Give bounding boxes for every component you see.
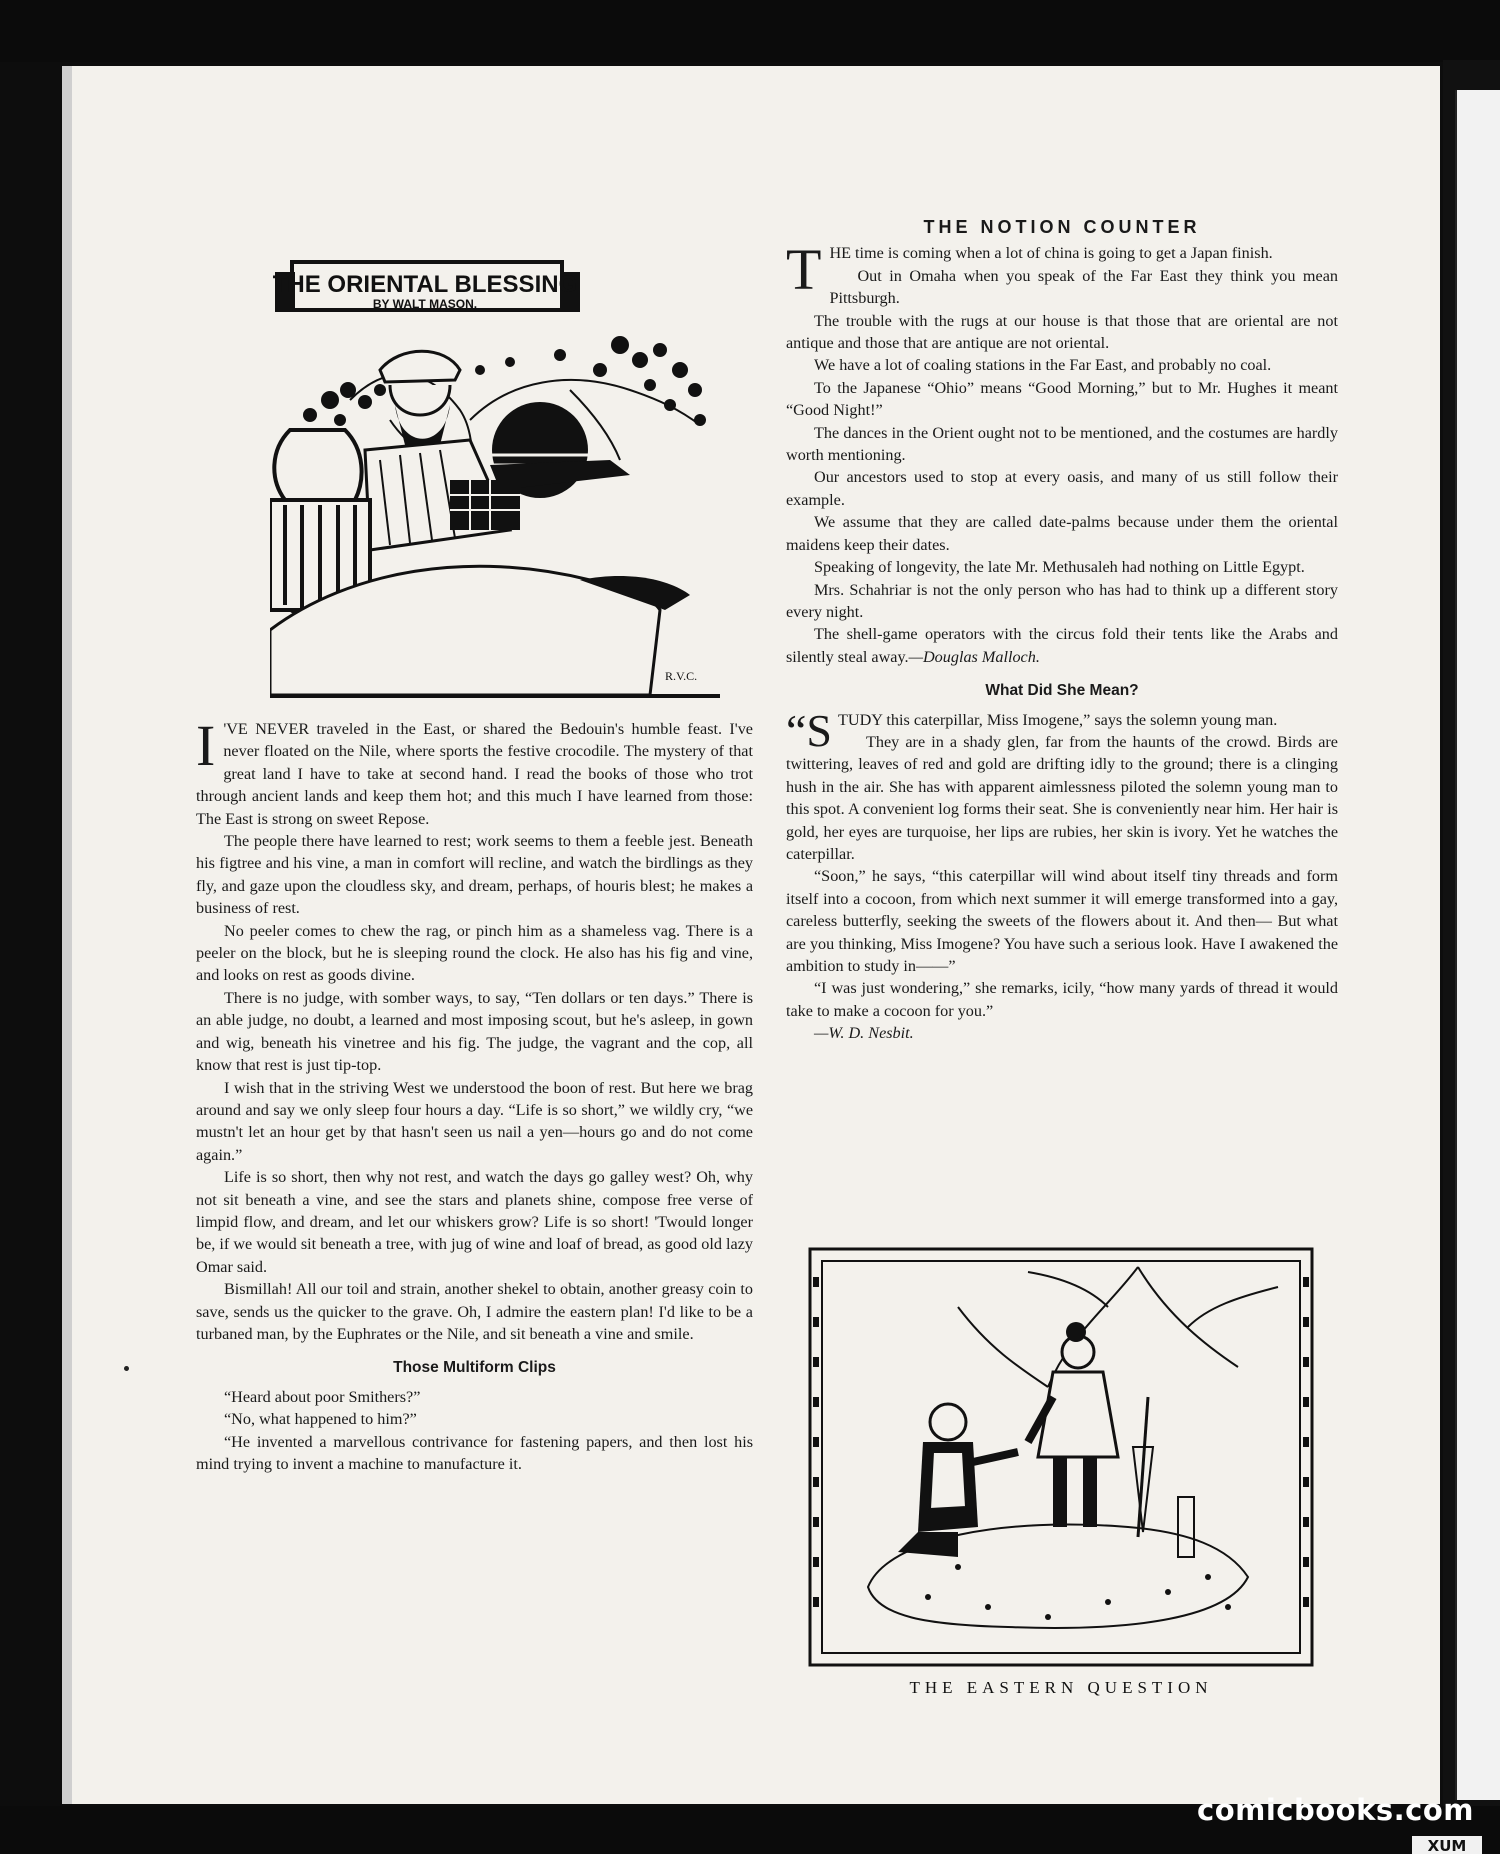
artist-signature: R.V.C. bbox=[665, 669, 698, 683]
story-paragraph bbox=[786, 704, 1338, 756]
notion-counter-column bbox=[786, 216, 1338, 1045]
clips-line: “He invented a marvellous contrivance for fastening papers, and then lost his mind trying to invent a machine to manufacture it. bbox=[196, 1432, 753, 1473]
story-paragraph: They are in a shady glen, far from the haunts of the crowd. Birds are twittering, leaves of red and gold are drifting idly to the ground; there is a clinging hush in the air. She has with apparent aimlessness piloted the solemn young man to this spot. A convenient log forms their seat. She is conveniently near him. Her hair is gold, her eyes are turquoise, her lips are rubies, her skin is ivory. Yet he watches the caterpillar. bbox=[786, 732, 1338, 863]
notion-paragraph: We assume that they are called date-palms because under them the oriental maidens keep their dates. bbox=[786, 513, 1338, 554]
notion-counter-title: THE NOTION COUNTER bbox=[923, 217, 1201, 237]
story-paragraph: “Soon,” he says, “this caterpillar will wind about itself tiny threads and form itself into a cocoon, from which next summer it will emerge transformed into a gay, careless butterfly, seeking the sweets of the flowers about it. And then— But what are you thinking, Miss Imogene? You have such a serious look. Have I awakened the ambition to study in——” bbox=[786, 867, 1338, 975]
poem-paragraph: There is no judge, with somber ways, to say, “Ten dollars or ten days.” There is an able judge, no doubt, a learned and most imposing scout, but he's asleep, in gown and wig, beneath his vinetree and his fig. The judge, the vagrant and the cop, all know that rest is just tip-top. bbox=[196, 988, 753, 1075]
notion-paragraph bbox=[786, 623, 1338, 668]
notion-paragraph: To the Japanese “Ohio” means “Good Morning,” but to Mr. Hughes it meant “Good Night!” bbox=[786, 378, 1338, 420]
notion-paragraph: The dances in the Orient ought not to be mentioned, and the costumes are hardly worth mentioning. bbox=[786, 423, 1338, 465]
story-first-line: TUDY this caterpillar, Miss Imogene,” says the solemn young man. bbox=[838, 710, 1278, 729]
poem-paragraph: Life is so short, then why not rest, and watch the days go galley west? Oh, why not sit beneath a vine, and see the stars and planets shine, compose free verse of limpid flow, and dream, and let our whiskers grow? Life is so short! 'Twould longer be, if we would sit beneath a tree, with jug of wine and loaf of bread, as good old lazy Omar said. bbox=[196, 1168, 753, 1276]
facing-page-edge bbox=[1455, 90, 1500, 1800]
poem-paragraph: The people there have learned to rest; work seems to them a feeble jest. Beneath his figtree and his vine, a man in comfort will recline, and watch the birdlings as they fly, and gaze upon the cloudless sky, and dream, perhaps, of houris blest; he makes a business of rest. bbox=[196, 832, 753, 918]
cartoon-caption: THE EASTERN QUESTION bbox=[909, 1678, 1213, 1697]
notion-paragraph: Out in Omaha when you speak of the Far East they think you mean Pittsburgh. bbox=[829, 266, 1338, 308]
corner-tag: XUM bbox=[1412, 1836, 1482, 1854]
eastern-question-cartoon bbox=[808, 1247, 1314, 1667]
oriental-blessing-illustration bbox=[270, 250, 720, 700]
notion-paragraph: We have a lot of coaling stations in the Far East, and probably no coal. bbox=[814, 356, 1272, 375]
dropcap-t: T bbox=[786, 237, 822, 303]
banner-byline: BY WALT MASON. bbox=[372, 297, 478, 311]
poem-paragraph bbox=[196, 713, 753, 830]
notion-paragraph: Mrs. Schahriar is not the only person who has had to think up a different story every night. bbox=[786, 580, 1338, 621]
site-watermark: comicbooks.com bbox=[1197, 1793, 1474, 1827]
poem-paragraph: I wish that in the striving West we understood the boon of rest. But here we brag around and say we only sleep four hours a day. “Life is so short,” we wildly cry, “we mustn't let an hour get by that hasn't seen us nail a yen—hours go and do not come again.” bbox=[196, 1078, 753, 1164]
scan-border-top bbox=[0, 0, 1500, 62]
banner-title: THE ORIENTAL BLESSING bbox=[272, 271, 578, 298]
notion-paragraph: Speaking of longevity, the late Mr. Methusaleh had nothing on Little Egypt. bbox=[814, 558, 1305, 577]
story-byline: —W. D. Nesbit. bbox=[814, 1024, 914, 1043]
notion-last-paragraph: The shell-game operators with the circus fold their tents like the Arabs and silently steal away. bbox=[786, 625, 1338, 666]
notion-attribution: —Douglas Malloch. bbox=[908, 647, 1040, 666]
what-did-she-mean-title: What Did She Mean? bbox=[985, 682, 1139, 700]
multiform-clips-title: Those Multiform Clips bbox=[393, 1359, 556, 1377]
clips-line: “Heard about poor Smithers?” bbox=[224, 1387, 421, 1406]
poem-first-paragraph: 'VE NEVER traveled in the East, or shared the Bedouin's humble feast. I've never floated on the Nile, where sports the festive crocodile. The mystery of that great land I have to take at second hand. I read the books of those who trot through ancient lands and keep them hot; and this much I have learned from those: The East is strong on sweet Repose. bbox=[196, 720, 753, 828]
oriental-blessing-poem bbox=[196, 713, 753, 1475]
print-speck bbox=[124, 1366, 129, 1371]
poem-paragraph: No peeler comes to chew the rag, or pinch him as a shameless vag. There is a peeler on the block, but he is sleeping round the clock. He also has his fig and vine, and looks on rest as goods divine. bbox=[196, 921, 753, 985]
notion-paragraph: The trouble with the rugs at our house is that those that are oriental are not antique and those that are antique are not oriental. bbox=[786, 311, 1338, 353]
dropcap-s: “S bbox=[786, 704, 832, 756]
notion-paragraph: Our ancestors used to stop at every oasis, and many of us still follow their example. bbox=[786, 468, 1338, 509]
dropcap-i: I bbox=[196, 713, 216, 778]
clips-line: “No, what happened to him?” bbox=[224, 1410, 417, 1429]
poem-paragraph: Bismillah! All our toil and strain, another shekel to obtain, another greasy coin to save, sends us the quicker to the grave. Oh, I admire the eastern plan! I'd like to be a turbaned man, by the Euphrates or the Nile, and sit beneath a vine and smile. bbox=[196, 1280, 753, 1343]
story-paragraph: “I was just wondering,” she remarks, icily, “how many yards of thread it would take to make a cocoon for you.” bbox=[786, 979, 1338, 1020]
notion-first-line: HE time is coming when a lot of china is going to get a Japan finish. bbox=[829, 244, 1273, 263]
